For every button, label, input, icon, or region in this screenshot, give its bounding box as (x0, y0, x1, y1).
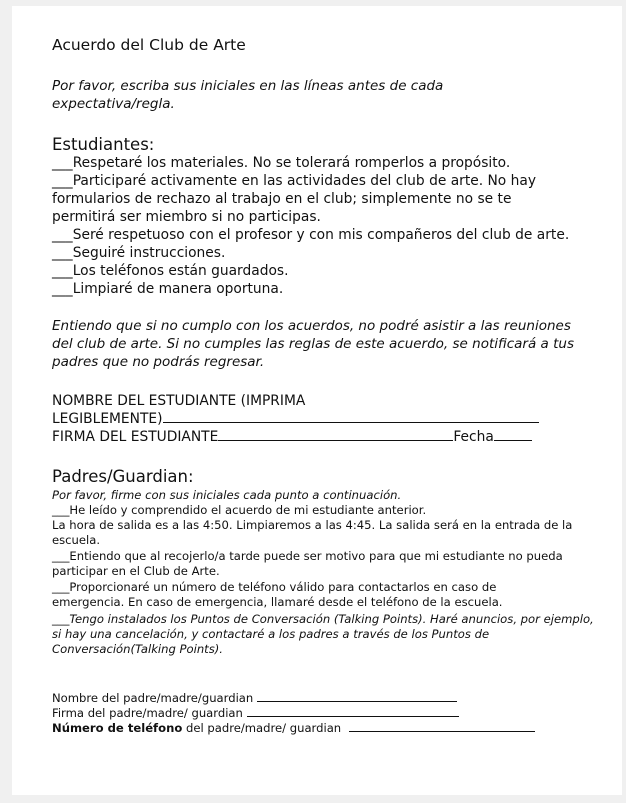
student-name-label: NOMBRE DEL ESTUDIANTE (IMPRIMA (52, 393, 306, 409)
parent-item-3: ___Proporcionaré un número de teléfono válido para contactarlos en caso de emergencia. En caso de emergencia, llamaré desde el teléfono de la escuela. (52, 580, 503, 609)
parent-signature-field[interactable] (52, 706, 459, 721)
student-rule-5: ___Los teléfonos están guardados. (52, 263, 289, 279)
parent-phone-field[interactable] (52, 721, 535, 736)
pickup-info: La hora de salida es a las 4:50. Limpiaremos a las 4:45. La salida será en la entrada de la escuela. (52, 518, 573, 547)
parent-signature-label: Firma del padre/madre/ guardian (52, 706, 243, 720)
parent-item-2: ___Entiendo que al recojerlo/a tarde puede ser motivo para que mi estudiante no pueda participar en el Club de Arte. (52, 549, 563, 578)
agreement-text: Entiendo que si no cumplo con los acuerdos, no podré asistir a las reuniones del club de arte. Si no cumples las reglas de este acuerdo, se notificará a tus padres que no podrás regresar. (52, 318, 574, 370)
phone-label-bold: Número de teléfono (52, 721, 183, 735)
date-line (494, 439, 532, 441)
parents-heading: Padres/Guardian: (52, 467, 194, 486)
instructions-text: Por favor, escriba sus iniciales en las líneas antes de cada expectativa/regla. (52, 78, 444, 112)
student-rule-1: ___Respetaré los materiales. No se tolerará romperlos a propósito. (52, 155, 511, 171)
document-page (12, 6, 622, 795)
student-rule-6: ___Limpiaré de manera oportuna. (52, 281, 284, 297)
student-signature-label: FIRMA DEL ESTUDIANTE (52, 429, 219, 445)
phone-label-rest: del padre/madre/ guardian (182, 721, 342, 735)
student-rule-2: ___Participaré activamente en las actividades del club de arte. No hay formularios de rechazo al trabajo en el club; simplemente no se te permitirá ser miembro si no participas. (52, 173, 537, 225)
student-name-field[interactable] (52, 410, 539, 428)
student-signature-line (218, 439, 453, 441)
parent-signature-line (247, 715, 459, 717)
student-signature-field[interactable] (52, 428, 532, 446)
date-label: Fecha (453, 429, 494, 445)
student-name-line (163, 421, 539, 423)
parent-phone-line (349, 730, 535, 732)
student-rule-3: ___Seré respetuoso con el profesor y con mis compañeros del club de arte. (52, 227, 570, 243)
parent-name-label: Nombre del padre/madre/guardian (52, 691, 254, 705)
students-heading: Estudiantes: (52, 135, 155, 154)
parent-item-1: ___He leído y comprendido el acuerdo de mi estudiante anterior. (52, 503, 427, 517)
student-rule-4: ___Seguiré instrucciones. (52, 245, 226, 261)
parent-item-4: ___Tengo instalados los Puntos de Conversación (Talking Points). Haré anuncios, por ejemplo, si hay una cancelación, y contactaré a los padres a través de los Puntos de Conversación(Talking Points). (52, 612, 594, 656)
parents-instructions: Por favor, firme con sus iniciales cada punto a continuación. (52, 488, 402, 502)
parent-name-line (257, 700, 457, 702)
parent-name-field[interactable] (52, 691, 457, 706)
document-title: Acuerdo del Club de Arte (52, 36, 246, 54)
student-name-label-2: LEGIBLEMENTE) (52, 411, 163, 427)
